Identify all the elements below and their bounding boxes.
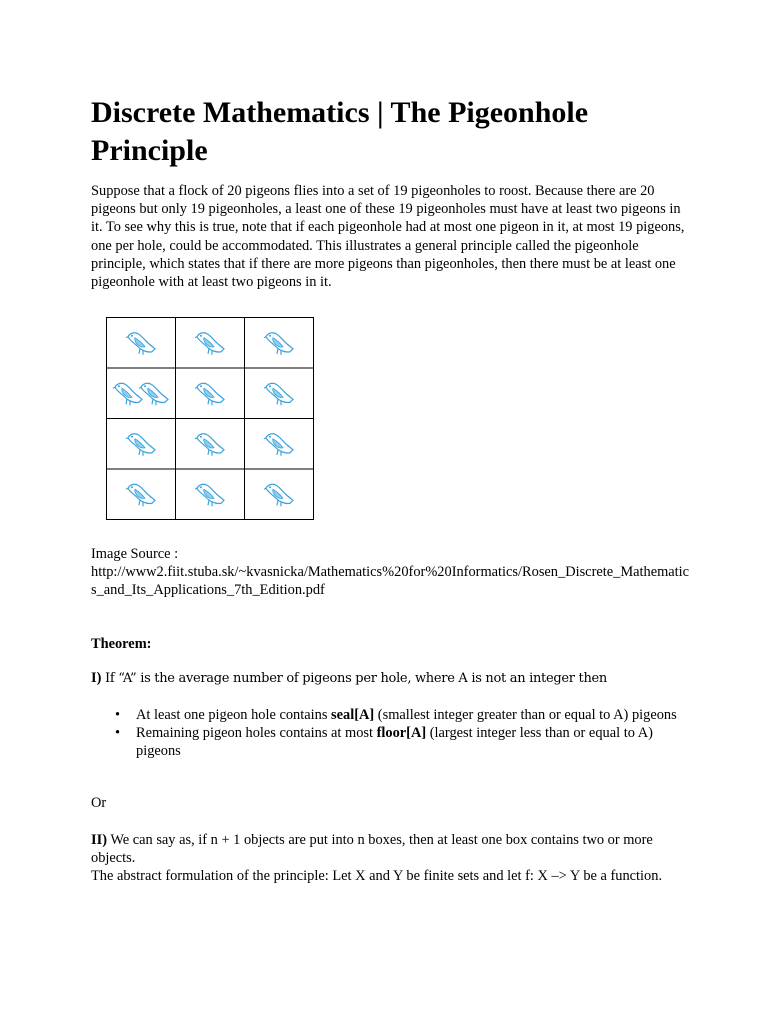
intro-paragraph: Suppose that a flock of 20 pigeons flies into a set of 19 pigeonholes to roost. Because there are 20 pigeons but only 19 pigeonholes, a least one of these 19 pigeonholes must have at least two pigeons in it. To see why this is true, note that if each pigeonhole had at most one pigeon in it, at most 19 pigeons, one per hole, could be accommodated. This illustrates a general principle called the pigeonhole principle, which states that if there are more pigeons than pigeonholes, then there must be at least one pigeonhole with at least two pigeons in it. [91, 183, 685, 291]
pigeonhole-grid [106, 317, 314, 521]
theorem-heading: Theorem: [91, 636, 152, 652]
bullet-1-term: seal[A] [331, 707, 375, 723]
part-1-label: I) [91, 670, 102, 686]
bullet-ceiling [91, 706, 691, 724]
bullet-1-tail: (smallest integer greater than or equal to A) pigeons [374, 707, 677, 723]
image-source-url[interactable]: http://www2.fiit.stuba.sk/~kvasnicka/Mathematics%20for%20Informatics/Rosen_Discrete_Mathematics_and_Its_Applications_7th_Edition.pdf [91, 564, 690, 599]
bullet-2-lead: Remaining pigeon holes contains at most [136, 725, 377, 742]
bullet-2-tail: (largest integer less than or equal to A) pigeons [136, 725, 653, 760]
image-source [91, 545, 691, 600]
bullet-2-term: floor[A] [376, 725, 427, 742]
part-2-text: We can say as, if n + 1 objects are put into n boxes, then at least one box contains two or more objects. [91, 832, 653, 867]
theorem-bullets [91, 706, 691, 761]
theorem-part-2 [91, 831, 689, 886]
pigeonhole-figure [106, 317, 314, 526]
part-2-statement [91, 831, 689, 867]
abstract-formulation: The abstract formulation of the principle: Let X and Y be finite sets and let f: X –> Y be a function. [91, 868, 663, 885]
image-source-label: Image Source : [91, 546, 179, 562]
bullet-1-lead: At least one pigeon hole contains [136, 707, 332, 723]
part-1-text: If “A” is the average number of pigeons per hole, where A is not an integer then [105, 671, 607, 686]
pigeonhole-cell [107, 368, 176, 419]
bullet-floor [91, 724, 691, 760]
part-2-label: II) [91, 832, 107, 848]
theorem-part-1 [91, 670, 691, 687]
or-separator: Or [91, 795, 107, 811]
page-title: Discrete Mathematics | The Pigeonhole Principle [91, 96, 589, 167]
